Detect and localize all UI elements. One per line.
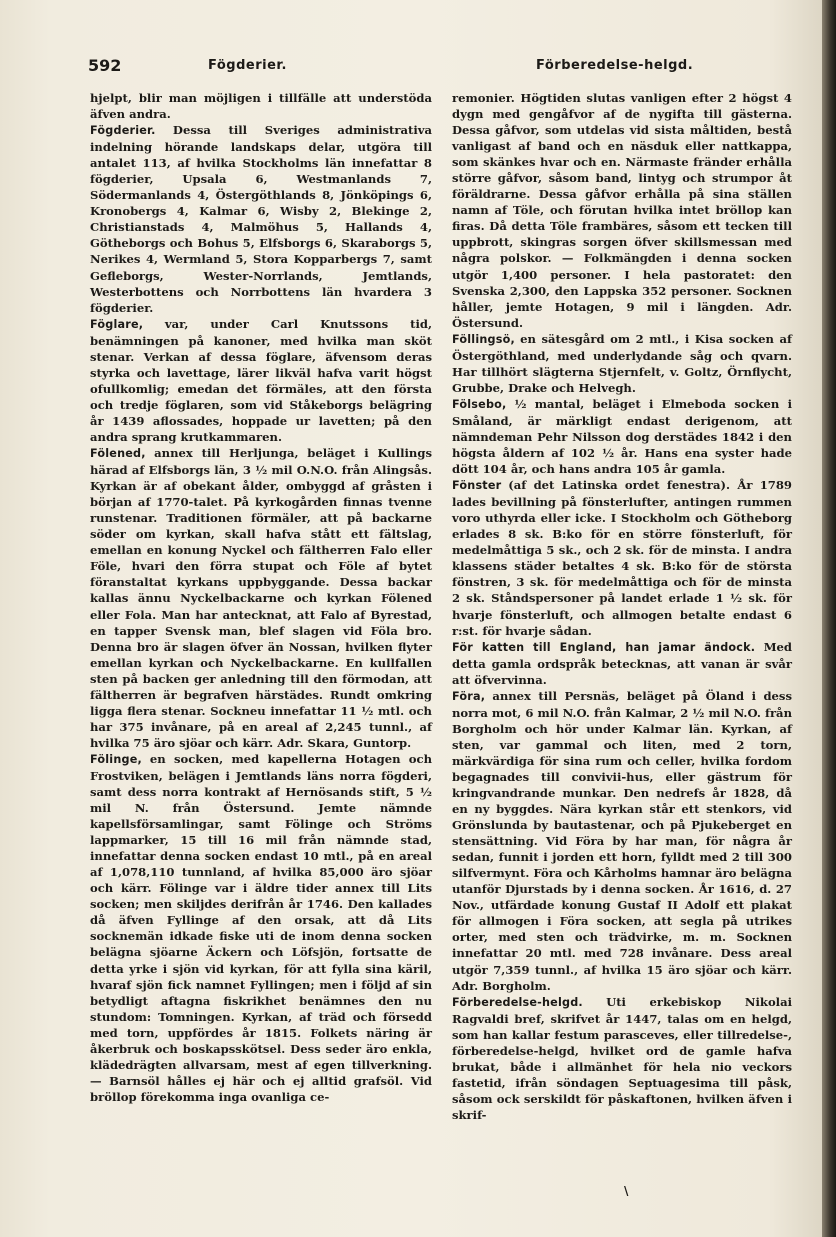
page-number: 592 (88, 56, 122, 75)
entry-headword: Föra, (452, 689, 486, 703)
entry-headword: Fögderier. (90, 124, 156, 138)
entry-headword: Förberedelse-helgd. (452, 995, 583, 1009)
left-column (90, 90, 432, 1105)
entry-text: annex till Persnäs, beläget på Öland i dess norra mot, 6 mil N.O. från Kalmar, 2 ½ mil N.O. från Borgholm och hör under Kalmar län. Kyrkan, af sten, var gammal och liten, med 2 torn, märkvärdiga för sina rum och celler, hvilka fordom begagnades till convivii-hus, eller gästrum för kringvandrande munkar. Den nedrefs år 1828, då en ny byggdes. Nära kyrkan står ett stenkors, vid Grönslunda by bautastenar, och på Pjukeberget en stensättning. Vid Föra by har man, för några år sedan, funnit i jorden ett horn, fylldt med 2 till 300 silfvermynt. Föra och Kårholms hamnar äro belägna utanför Djurstads by i denna socken. År 1616, d. 27 Nov., utfärdade konung Gustaf II Adolf ett plakat för allmogen i Föra socken, att segla på utrikes orter, med sten och trädvirke, m. m. Socknen innefattar 20 mtl. med 728 invånare. Dess areal utgör 7,359 tunnl., af hvilka 15 äro sjöar och kärr. Adr. Borgholm. (452, 688, 792, 993)
entry-headword: Fönster (452, 479, 502, 493)
page-header (88, 56, 724, 80)
entry-fonster (452, 477, 792, 638)
entry-foglare (90, 316, 432, 445)
running-head-right: Förberedelse-helgd. (536, 58, 694, 73)
entry-headword: Fölinge, (90, 752, 142, 766)
entry-text: Med detta gamla ordspråk betecknas, att vanan är svår att öfvervinna. (452, 639, 793, 687)
right-column (452, 90, 792, 1123)
entry-text: (af det Latinska ordet fenestra). År 1789 lades bevillning på fönsterlufter, antingen rummen voro uthyrda eller icke. I Stockholm och Götheborg erlades 8 sk. B:ko för en större fönsterluft, för medelmåttiga 5 sk., och 2 sk. för de minsta. I andra klassens städer betaltes 4 sk. B:ko för de största fönstren, 3 sk. för medelmåttiga och för de minsta 2 sk. Ståndspersoner på landet erlade 1 ½ sk. för hvarje fönsterluft, och allmogen betalte endast 6 r:st. för hvarje sådan. (452, 478, 792, 638)
entry-continuation: hjelpt, blir man möjligen i tillfälle att understöda äfven andra. (90, 91, 432, 122)
entry-fogderier (90, 122, 432, 316)
entry-text: ½ mantal, beläget i Elmeboda socken i Småland, är märkligt endast derigenom, att nämndeman Pehr Nilsson dog derstädes 1842 i den högsta åldern af 102 ½ år. Hans ena syster hade dött 104 år, och hans andra 105 år gamla. (452, 396, 793, 477)
entry-text: en sätesgård om 2 mtl., i Kisa socken af Östergöthland, med underlydande såg och qvarn. Har tillhört slägterna Stjernfelt, v. Goltz, Örnflycht, Grubbe, Drake och Helvegh. (452, 331, 792, 395)
entry-text: Dessa till Sveriges administrativa indelning hörande landskaps delar, utgöra till antalet 113, af hvilka Stockholms län innefattar 8 fögderier, Upsala 6, Westmanlands 7, Södermanlands 4, Östergöthlands 8, Jönköpings 6, Kronobergs 4, Kalmar 6, Wisby 2, Blekinge 2, Christianstads 4, Malmöhus 5, Hallands 4, Götheborgs och Bohus 5, Elfsborgs 6, Skaraborgs 5, Nerikes 4, Wermland 5, Stora Kopparbergs 7, samt Gefleborgs, Wester-Norrlands, Jemtlands, Westerbottens och Norrbottens län hvardera 3 fögderier. (90, 123, 433, 315)
entry-text: var, under Carl Knutssons tid, benämningen på kanoner, med hvilka man sköt stenar. Verkan af dessa föglare, äfvensom deras styrka och lavettage, lärer likväl hafva varit högst ofullkomlig; emedan det förmäles, att den första och tredje föglaren, som vid Ståkeborgs belägring år 1439 aflossades, hoppade ur lavetten; på den andra sprang krutkammaren. (90, 316, 432, 444)
signature-mark: \ (624, 1184, 629, 1198)
book-spine (822, 0, 836, 1237)
entry-text: annex till Herljunga, beläget i Kullings härad af Elfsborgs län, 3 ½ mil O.N.O. från Alingsås. Kyrkan är af obekant ålder, ombyggd af gråsten i början af 1770-talet. På kyrkogården finnas tvenne runstenar. Traditionen förmäler, att på backarne söder om kyrkan, skall hafva stått ett fältslag, emellan en konung Nyckel och fältherren Falo eller Föle, hvari den förra stupat och Föle af bytet föranstaltat kyrkans uppbyggande. Dessa backar kallas ännu Nyckelbackarne och kyrkan Fölened eller Fola. Man har antecknat, att Falo af Byrestad, en tapper Svensk man, blef slagen vid Föla bro. Denna bro är slagen öfver än Nossan, hvilken flyter emellan kyrkan och Nyckelbackarne. En kullfallen sten på backen ger anledning till den förmodan, att fältherren är begrafven härstädes. Rundt omkring ligga flera stenar. Sockneu innefattar 11 ½ mtl. och har 375 invånare, på en areal af 2,245 tunnl., af hvilka 75 äro sjöar och kärr. Adr. Skara, Guntorp. (90, 446, 432, 750)
entry-folinge (90, 751, 432, 1105)
entry-continuation: remonier. Högtiden slutas vanligen efter 2 högst 4 dygn med gengåfvor af de nygifta till gästerna. Dessa gåfvor, som utdelas vid sista måltiden, bestå vanligast af band och en näsduk eller nattkappa, som skänkes hvar och en. Närmaste fränder erhålla större gåfvor, såsom band, lintyg och strumpor åt föräldrarne. Dessa gåfvor erhålla på sina ställen namn af Töle, och förutan hvilka intet bröllop kan firas. Då detta Töle frambäres, såsom ett tecken till uppbrott, skingras sorgen öfver skillsmessan med några polskor. — Folkmängden i denna socken utgör 1,400 personer. I hela pastoratet: den Svenska 2,300, den Lappska 352 personer. Socknen håller, jemte Hotagen, 9 mil i längden. Adr. Östersund. (452, 91, 792, 330)
entry-headword: Fölened, (90, 447, 146, 461)
entry-headword: Föglare, (90, 317, 144, 331)
entry-follingso (452, 331, 792, 396)
entry-text: Uti erkebiskop Nikolai Ragvaldi bref, skrifvet år 1447, talas om en helgd, som han kallar festum parasceves, eller tillredelse-, förberedelse-helgd, hvilket ord de gamle hafva brukat, både i allmänhet för hela nio veckors fastetid, ifrån söndagen Septuagesima till påsk, såsom ock serskildt för påskaftonen, hvilken äfven i skrif- (452, 994, 792, 1122)
entry-headword: Fölsebo, (452, 397, 507, 411)
entry-headword: Föllingsö, (452, 332, 515, 346)
entry-proverb (452, 639, 792, 688)
entry-folened (90, 445, 432, 751)
entry-fora (452, 688, 792, 994)
entry-forberedelse-helgd (452, 994, 792, 1123)
entry-folsebo (452, 396, 792, 477)
running-head-left: Fögderier. (208, 58, 287, 73)
entry-text: en socken, med kapellerna Hotagen och Frostviken, belägen i Jemtlands läns norra fögderi, samt dess norra kontrakt af Hernösands stift, 5 ½ mil N. från Östersund. Jemte nämnde kapellsförsamlingar, samt Fölinge och Ströms lappmarker, 15 till 16 mil från nämnde stad, innefattar denna socken endast 10 mtl., på en areal af 1,078,110 tunnland, af hvilka 85,000 äro sjöar och kärr. Fölinge var i äldre tider annex till Lits socken; men skiljdes derifrån år 1746. Den kallades då äfven Fyllinge af den orsak, att då Lits socknemän idkade fiske uti de inom denna socken belägna sjöarne Äckern och Löfsjön, fortsatte de detta yrke i sjön vid kyrkan, för att fylla sina käril, hvaraf sjön fick namnet Fyllingen; men i följd af sin betydligt aftagna fiskrikhet benämnes den nu stundom: Tomningen. Kyrkan, af träd och försedd med torn, uppfördes år 1815. Folkets näring är åkerbruk och boskapsskötsel. Dess seder äro enkla, klädedrägten allvarsam, mest af egen tillverkning. — Barnsöl hålles ej här och ej alltid grafsöl. Vid bröllop förekomma inga ovanliga ce- (90, 751, 432, 1104)
entry-headword: För katten till England, han jamar ändock. (452, 640, 756, 654)
